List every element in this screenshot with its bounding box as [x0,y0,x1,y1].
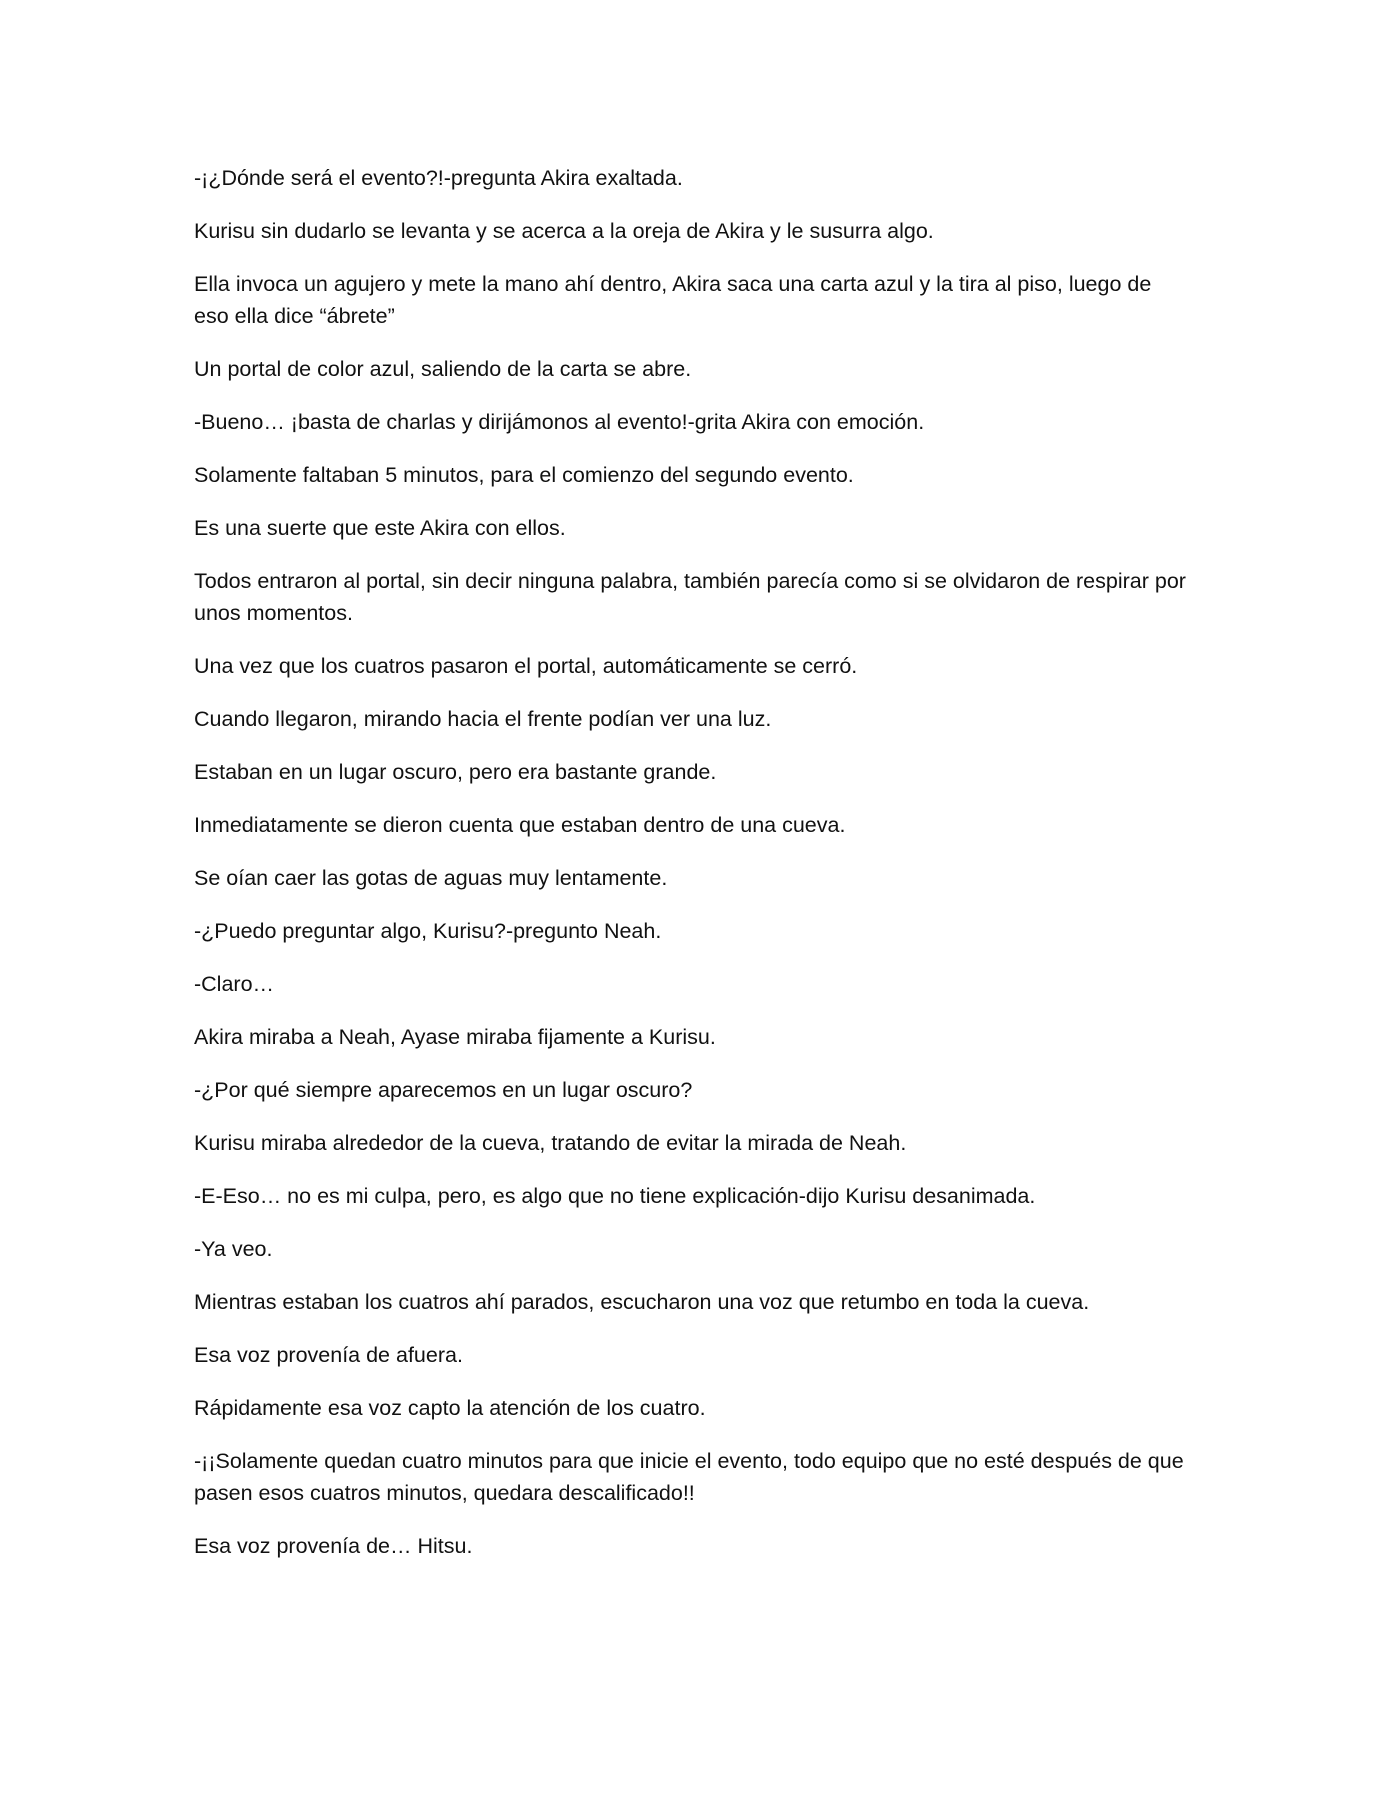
paragraph-1: -¡¿Dónde será el evento?!-pregunta Akira exaltada. [194,166,683,190]
paragraph-12: Inmediatamente se dieron cuenta que estaban dentro de una cueva. [194,813,846,837]
paragraph-21: Mientras estaban los cuatros ahí parados, escucharon una voz que retumbo en toda la cueva. [194,1290,1090,1314]
paragraph-6: Solamente faltaban 5 minutos, para el comienzo del segundo evento. [194,463,854,487]
paragraph-22: Esa voz provenía de afuera. [194,1343,463,1367]
paragraph-14: -¿Puedo preguntar algo, Kurisu?-pregunto Neah. [194,919,662,943]
paragraph-19: -E-Eso… no es mi culpa, pero, es algo que no tiene explicación-dijo Kurisu desanimada. [194,1184,1036,1208]
paragraph-5: -Bueno… ¡basta de charlas y dirijámonos al evento!-grita Akira con emoción. [194,410,925,434]
paragraph-3: Ella invoca un agujero y mete la mano ahí dentro, Akira saca una carta azul y la tira al piso, luego de eso ella dice “ábrete” [194,272,1152,328]
paragraph-18: Kurisu miraba alrededor de la cueva, tratando de evitar la mirada de Neah. [194,1131,907,1155]
paragraph-11: Estaban en un lugar oscuro, pero era bastante grande. [194,760,717,784]
paragraph-8: Todos entraron al portal, sin decir ninguna palabra, también parecía como si se olvidaron de respirar por unos momentos. [194,569,1186,625]
paragraph-25: Esa voz provenía de… Hitsu. [194,1534,473,1558]
paragraph-4: Un portal de color azul, saliendo de la carta se abre. [194,357,692,381]
paragraph-23: Rápidamente esa voz capto la atención de los cuatro. [194,1396,706,1420]
paragraph-7: Es una suerte que este Akira con ellos. [194,516,566,540]
paragraph-16: Akira miraba a Neah, Ayase miraba fijamente a Kurisu. [194,1025,716,1049]
paragraph-17: -¿Por qué siempre aparecemos en un lugar oscuro? [194,1078,693,1102]
paragraph-10: Cuando llegaron, mirando hacia el frente podían ver una luz. [194,707,772,731]
paragraph-13: Se oían caer las gotas de aguas muy lentamente. [194,866,668,890]
paragraph-15: -Claro… [194,972,275,996]
paragraph-24: -¡¡Solamente quedan cuatro minutos para que inicie el evento, todo equipo que no esté después de que pasen esos cuatros minutos, quedara descalificado!! [194,1449,1184,1505]
paragraph-9: Una vez que los cuatros pasaron el portal, automáticamente se cerró. [194,654,858,678]
paragraph-20: -Ya veo. [194,1237,273,1261]
paragraph-2: Kurisu sin dudarlo se levanta y se acerca a la oreja de Akira y le susurra algo. [194,219,934,243]
